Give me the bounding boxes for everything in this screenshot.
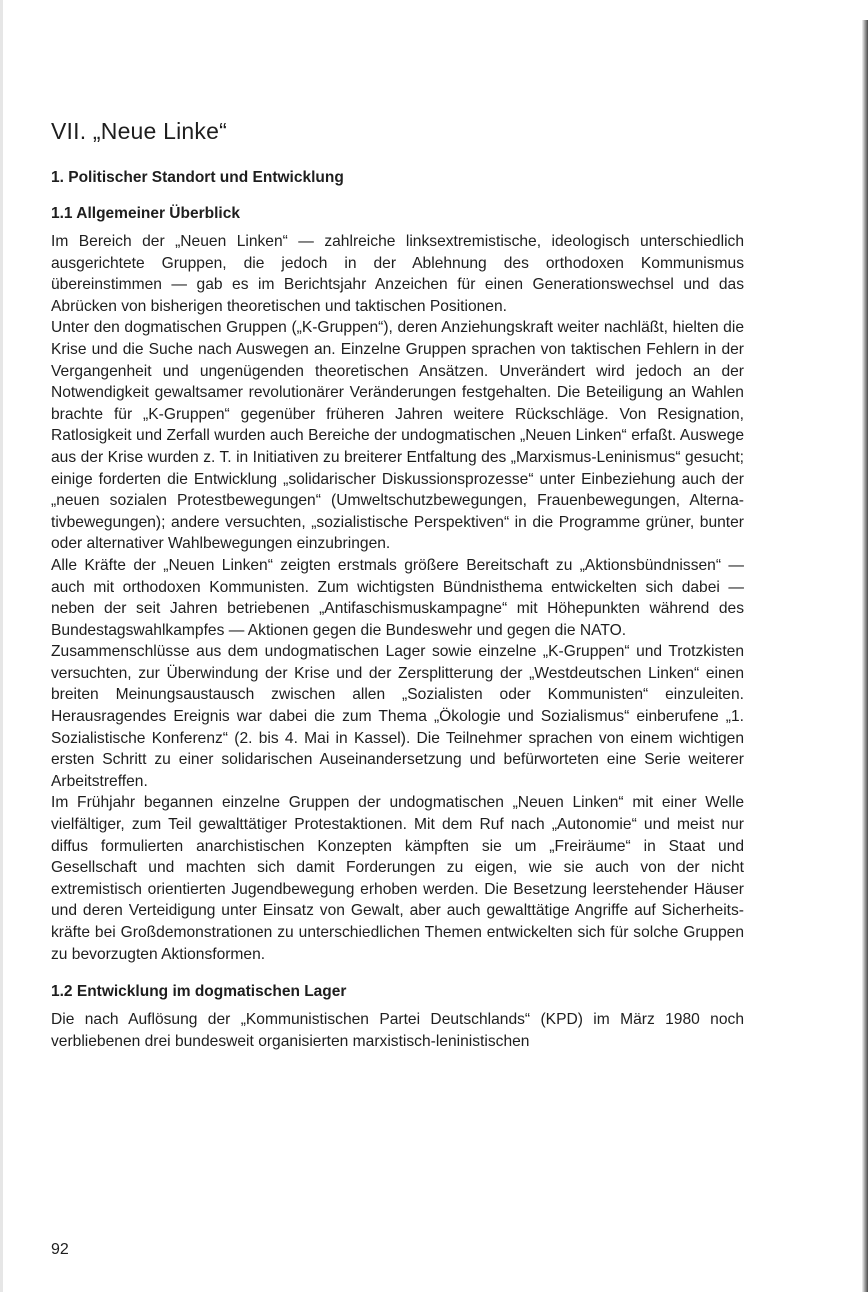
subsection-heading-overview: 1.1 Allgemeiner Überblick (51, 205, 240, 222)
chapter-title: VII. „Neue Linke“ (51, 118, 227, 144)
page-number: 92 (51, 1241, 69, 1258)
paragraph: Die nach Auflösung der „Kommunistischen Partei Deutschlands“ (KPD) im März 1980 noch verbliebenen drei bundesweit organisierten marxistisch-leninistischen (51, 1011, 744, 1050)
section-heading: 1. Politischer Standort und Entwicklung (51, 169, 344, 186)
paragraph: Im Frühjahr begannen einzelne Gruppen der undogmatischen „Neuen Linken“ mit einer Welle vielfältiger, zum Teil gewalttätiger Protestaktionen. Mit dem Ruf nach „Autonomie“ und meist nur diffus formulierten anarchistischen Konzepten kämpften sie um „Freiräume“ in Staat und Gesellschaft und machten sich damit Forderungen zu eigen, wie sie auch von der nicht extremistisch orientierten Jugendbewegung erhoben werden. Die Besetzung leerstehender Häuser und deren Verteidigung unter Einsatz von Gewalt, aber auch gewalttätige Angriffe auf Sicherheitskräfte bei Großdemonstrationen zu unterschiedlichen Themen entwickelten sich für solche Gruppen zu bevorzugten Aktionsformen. (51, 794, 744, 963)
scan-edge-left (0, 0, 3, 1292)
paragraph: Im Bereich der „Neuen Linken“ — zahlreiche linksextremistische, ideologisch unterschiedlich ausgerichtete Gruppen, die jedoch in der Ablehnung des orthodoxen Kommunismus übereinstimmen — gab es im Berichtsjahr Anzeichen für einen Generationswechsel und das Abrücken von bisherigen theoretischen und taktischen Positionen. (51, 233, 744, 315)
page-content (51, 118, 744, 1052)
subsection-heading-dogmatic: 1.2 Entwicklung im dogmatischen Lager (51, 983, 347, 1001)
scan-edge-right (862, 20, 868, 1292)
paragraph: Zusammenschlüsse aus dem undogmatischen Lager sowie einzelne „K-Gruppen“ und Trotzkisten versuchten, zur Überwindung der Krise und der Zersplitterung der „Westdeutschen Linken“ einen breiten Meinungsaustausch zwischen allen „Sozialisten oder Kommunisten“ einzuleiten. Herausragendes Ereignis war dabei die zum Thema „Ökologie und Sozialismus“ einberufene „1. Sozialistische Konferenz“ (2. bis 4. Mai in Kassel). Die Teilnehmer sprachen von einem wichtigen ersten Schritt zu einer solidarischen Auseinandersetzung und befürworteten eine Serie weiterer Arbeitstreffen. (51, 643, 744, 790)
paragraph: Alle Kräfte der „Neuen Linken“ zeigten erstmals größere Bereitschaft zu „Aktionsbündnissen“ — auch mit orthodoxen Kommunisten. Zum wichtigsten Bündnisthema entwickelten sich dabei — neben der seit Jahren betriebenen „Antifaschismuskampagne“ mit Höhepunkten während des Bundestagswahlkampfes — Aktionen gegen die Bundeswehr und gegen die NATO. (51, 556, 744, 639)
paragraph: Unter den dogmatischen Gruppen („K-Gruppen“), deren Anziehungskraft weiter nachläßt, hielten die Krise und die Suche nach Auswegen an. Einzelne Gruppen sprachen von taktischen Fehlern in der Vergangenheit und ungenügenden theoretischen Ansätzen. Unverändert wird jedoch an der Notwendigkeit gewaltsamer revolutionärer Veränderungen festgehalten. Die Beteiligung an Wahlen brachte für „K-Gruppen“ gegenüber früheren Jahren weitere Rückschläge. Von Resignation, Ratlosigkeit und Zerfall wurden auch Bereiche der undogmatischen „Neuen Linken“ erfaßt. Auswege aus der Krise wurden z. T. in Initiativen zu breiterer Entfaltung des „Marxismus-Leninismus“ gesucht; einige forderten die Entwicklung „solidarischer Diskussionsprozesse“ unter Einbeziehung auch der „neuen sozialen Protestbewegungen“ (Umweltschutzbewegungen, Frauenbewegungen, Alternativbewegungen); andere versuchten, „sozialistische Perspektiven“ in die Programme grüner, bunter oder alternativer Wahlbewegungen einzubringen. (51, 319, 744, 553)
